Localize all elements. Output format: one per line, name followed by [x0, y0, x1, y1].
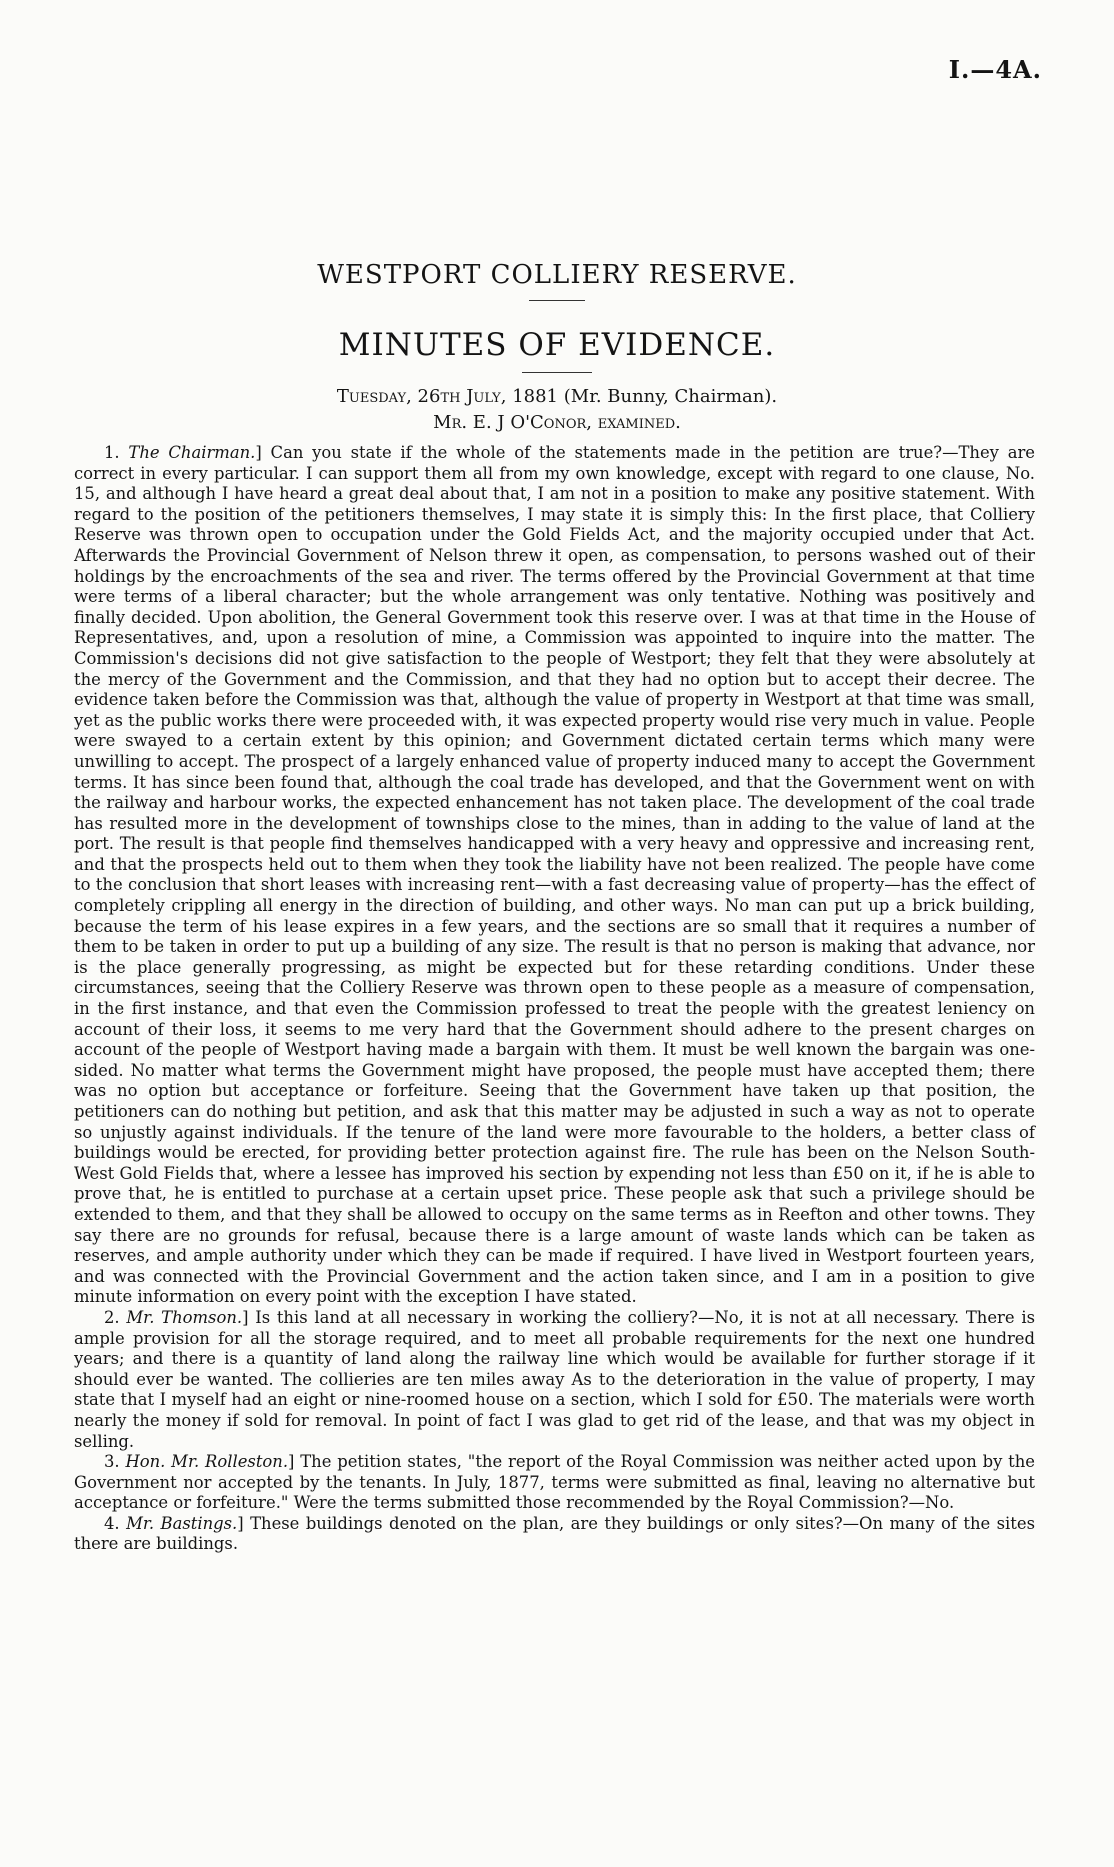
question-number: 4. — [104, 1513, 120, 1533]
evidence-body — [74, 443, 1035, 1555]
evidence-text: ] Can you state if the whole of the statements made in the petition are true?—They are correct in every particular. I can support them all from my own knowledge, except with regard to one clause, No. 15, and although I have heard a great deal about that, I am not in a position to make any positive statement. With regard to the position of the petitioners themselves, I may state it is simply this: In the first place, that Colliery Reserve was thrown open to occupation under the Gold Fields Act, and the majority occupied under that Act. Afterwards the Provincial Government of Nelson threw it open, as compensation, to persons washed out of their holdings by the encroachments of the sea and river. The terms offered by the Provincial Government at that time were terms of a liberal character; but the whole arrangement was only tentative. Nothing was positively and finally decided. Upon abolition, the General Government took this reserve over. I was at that time in the House of Representatives, and, upon a resolution of mine, a Commission was appointed to inquire into the matter. The Commission's decisions did not give satisfaction to the people of Westport; they felt that they were absolutely at the mercy of the Government and the Commission, and that they had no option but to accept their decree. The evidence taken before the Commission was that, although the value of property in Westport at that time was small, yet as the public works there were proceeded with, it was expected property would rise very much in value. People were swayed to a certain extent by this opinion; and Government dictated certain terms which many were unwilling to accept. The prospect of a largely enhanced value of property induced many to accept the Government terms. It has since been found that, although the coal trade has developed, and that the Government went on with the railway and harbour works, the expected enhancement has not taken place. The development of the coal trade has resulted more in the development of townships close to the mines, than in adding to the value of land at the port. The result is that people find themselves handicapped with a very heavy and oppressive and increasing rent, and that the prospects held out to them when they took the liability have not been realized. The people have come to the conclusion that short leases with increasing rent—with a fast decreasing value of property—has the effect of completely crippling all energy in the direction of building, and other ways. No man can put up a brick building, because the term of his lease expires in a few years, and the sections are so small that it requires a number of them to be taken in order to put up a building of any size. The result is that no person is making that advance, nor is the place generally progressing, as might be expected but for these retarding conditions. Under these circumstances, seeing that the Colliery Reserve was thrown open to these people as a measure of compensation, in the first instance, and that even the Commission professed to treat the people with the greatest leniency on account of their loss, it seems to me very hard that the Government should adhere to the present charges on account of the people of Westport having made a bargain with them. It must be well known the bargain was one-sided. No matter what terms the Government might have proposed, the people must have accepted them; there was no option but acceptance or forfeiture. Seeing that the Government have taken up that position, the petitioners can do nothing but petition, and ask that this matter may be adjusted in such a way as not to operate so unjustly against individuals. If the tenure of the land were more favourable to the holders, a better class of buildings would be erected, for providing better protection against fire. The rule has been on the Nelson South-West Gold Fields that, where a lessee has improved his section by expending not less than £50 on it, if he is able to prove that, he is entitled to purchase at a certain upset price. These people ask that such a privilege should be extended to them, and that they shall be allowed to occupy on the same terms as in Reefton and other towns. They say there are no grounds for refusal, because there is a large amount of waste lands which can be taken as reserves, and ample authority under which they can be made if required. I have lived in Westport fourteen years, and was connected with the Provincial Government and the action taken since, and I am in a position to give minute information on every point with the exception I have stated. — [74, 443, 1035, 1307]
question-number: 1. — [104, 443, 120, 462]
speaker-name: Mr. Bastings. — [126, 1513, 238, 1533]
evidence-paragraph — [74, 1452, 1035, 1514]
evidence-paragraph — [74, 1514, 1035, 1555]
session-date: Tuesday, 26th July, 1881 — [336, 386, 558, 407]
evidence-text: ] These buildings denoted on the plan, are they buildings or only sites?—On many of the sites there are buildings. — [74, 1513, 1035, 1554]
session-line — [0, 386, 1114, 407]
subtitle-divider — [522, 372, 592, 373]
session-chairman: (Mr. Bunny, Chairman). — [563, 386, 778, 407]
document-title: WESTPORT COLLIERY RESERVE. — [317, 260, 797, 290]
title-divider — [529, 300, 585, 301]
speaker-name: Mr. Thomson. — [126, 1307, 243, 1327]
witness-line: Mr. E. J O'Conor, examined. — [433, 412, 681, 433]
question-number: 3. — [104, 1452, 120, 1472]
document-subtitle: MINUTES OF EVIDENCE. — [338, 327, 776, 363]
evidence-text: ] Is this land at all necessary in working the colliery?—No, it is not at all necessary. There is ample provision for all the storage required, and to meet all probable requirements for the next one hundred years; and there is a quantity of land along the railway line which would be available for further storage if it should ever be wanted. The collieries are ten miles away As to the deterioration in the value of property, I may state that I myself had an eight or nine-roomed house on a section, which I sold for £50. The materials were worth nearly the money if sold for removal. In point of fact I was glad to get rid of the lease, and that was my object in selling. — [74, 1307, 1035, 1451]
evidence-paragraph — [74, 443, 1035, 1308]
question-number: 2. — [104, 1307, 120, 1327]
evidence-paragraph — [74, 1308, 1035, 1452]
evidence-text: ] The petition states, "the report of the Royal Commission was neither acted upon by the Government nor accepted by the tenants. In July, 1877, terms were submitted as final, leaving no alternative but acceptance or forfeiture." Were the terms submitted those recommended by the Royal Commission?—No. — [74, 1452, 1035, 1513]
speaker-name: The Chairman. — [128, 443, 256, 462]
speaker-name: Hon. Mr. Rolleston. — [125, 1452, 289, 1472]
page-reference: I.—4A. — [948, 55, 1042, 84]
